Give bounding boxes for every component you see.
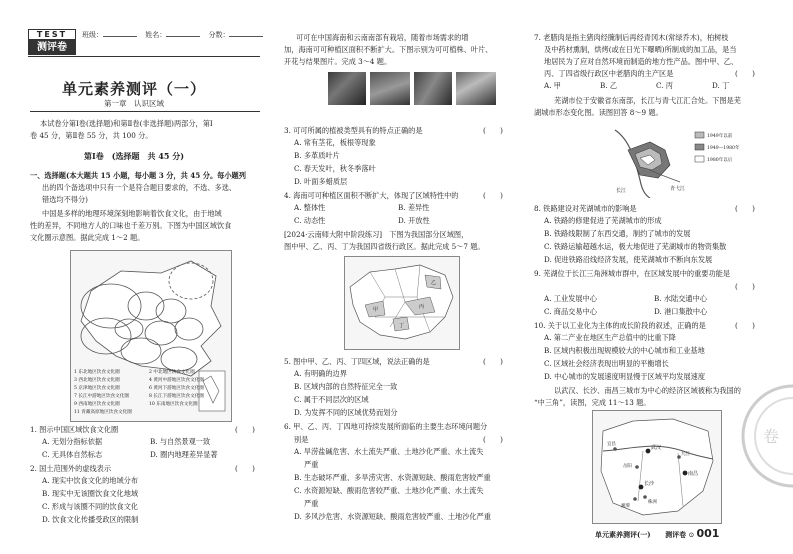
choice-d[interactable]: D. 圈内地理差异显著 (150, 450, 218, 459)
choice-c[interactable]: C. 商品交易中心 (544, 307, 597, 316)
question-8: 8. 铁路建设对芜湖城市的影响是 (534, 204, 637, 213)
city-dot (613, 447, 617, 451)
answer-bracket[interactable]: ( ) (483, 126, 503, 135)
choice-b[interactable]: B. 铁路线限制了东西交通，制约了城市的发展 (544, 229, 691, 238)
seal-text: 卷 (763, 427, 780, 446)
circle-icon: ⊙ (688, 531, 695, 539)
publisher-seal (735, 380, 793, 492)
choice-d[interactable]: D. 多风沙危害、水资源短缺、酸雨危害较严重、土地沙化严重 (294, 512, 491, 521)
choice-b[interactable]: B. 差异性 (398, 203, 430, 212)
header-fields (82, 30, 269, 40)
cocoa-plant-photo (328, 72, 366, 105)
footer-kind: 测评卷 (665, 530, 687, 539)
wuhu-map (610, 120, 740, 198)
answer-bracket[interactable]: ( ) (735, 69, 755, 78)
wuhu-map-graphic (610, 120, 740, 198)
legend-item: 11 青藏高原地区饮食文化圈 (74, 410, 132, 415)
name-field[interactable] (166, 36, 200, 37)
name-label: 姓名： (145, 31, 167, 39)
header-rule (28, 56, 260, 57)
section-heading: 第Ⅰ卷 (选择题 共 45 分) (83, 151, 184, 161)
choice-d[interactable]: D. 叶面多蜡质层 (294, 177, 348, 186)
score-label: 分数： (208, 31, 230, 39)
choice-c[interactable]: C. 铁路运输超越水运，极大地促进了芜湖城市的物资集散 (544, 242, 727, 251)
choice-a[interactable]: A. 无划分指标依据 (42, 437, 103, 446)
choice-a[interactable]: A. 现实中饮食文化的地域分布 (42, 476, 139, 485)
legend-item: 1 东北地区饮食文化圈 (74, 370, 120, 375)
choice-b[interactable]: B. 乙 (600, 81, 618, 90)
choice-b[interactable]: B. 生态破坏严重、多旱涝灾害、水资源短缺、酸雨危害较严重 (294, 473, 491, 482)
legend-item: 3 西北地区饮食文化圈 (74, 378, 120, 383)
middle-triangle-map-graphic (593, 411, 721, 523)
stem-text: 以武汉、长沙、南昌三城市为中心的经济区域被称为我国的 (554, 386, 741, 395)
question-6-cont: 别是 (294, 435, 309, 444)
map-label: 丙 (419, 304, 425, 310)
choice-c[interactable]: C. 无具体自然标志 (42, 450, 103, 459)
part-text: 错选均不得分) (42, 195, 88, 204)
question-7-cont: 地居民为了应对自然环境而制造的地方性产品。图中甲、乙、 (544, 57, 739, 66)
answer-bracket[interactable]: ( ) (483, 191, 503, 200)
legend-item: 7 长江中游地区饮食文化圈 (74, 394, 129, 399)
stem-text: 加，海南可可种植区面积不断扩大。下图示别为可可植株、叶片、 (284, 45, 493, 54)
city-label: 长沙 (644, 481, 655, 487)
stem-text: 湖城市形态变化图。读图回答 8～9 题。 (534, 108, 663, 117)
choice-b[interactable]: B. 现实中无该圈饮食文化地域 (42, 489, 139, 498)
choice-a[interactable]: A. 工业发展中心 (544, 294, 597, 303)
question-5: 5. 图中甲、乙、丙、丁四区域，说法正确的是 (284, 357, 430, 366)
stem-text: 文化圈示意图。据此完成 1～2 题。 (30, 233, 145, 242)
footer-label: 单元素养测评(一) (595, 530, 651, 539)
column-middle (268, 0, 530, 554)
choice-d[interactable]: D. 饮食文化传播受政区的限制 (42, 515, 139, 524)
answer-bracket[interactable]: ( ) (483, 435, 503, 444)
question-1: 1. 图示中国区域饮食文化圈 (30, 425, 119, 434)
choice-d[interactable]: D. 丁 (712, 81, 730, 90)
legend-item: 1949—1980年 (707, 146, 740, 151)
choice-a[interactable]: A. 有明确的边界 (294, 369, 347, 378)
city-label: 宜昌 (607, 442, 616, 447)
choice-b[interactable]: B. 与自然景观一致 (150, 437, 211, 446)
choice-c[interactable]: C. 区域社会经济表现出明显的平衡增长 (544, 359, 669, 368)
legend-item: 9 西南地区饮食文化圈 (74, 402, 120, 407)
question-7-cont: 丙、丁四省级行政区中老腊肉的主产区是 (544, 69, 674, 78)
answer-bracket[interactable]: ( ) (735, 204, 755, 213)
choice-c[interactable]: C. 春天发叶，秋冬季落叶 (294, 164, 376, 173)
score-field[interactable] (229, 36, 263, 37)
choice-b[interactable]: B. 区域内部的自然特征完全一致 (294, 382, 398, 391)
question-3: 3. 可可所属的植被类型具有的特点正确的是 (284, 126, 423, 135)
stem-text: 图中甲、乙、丙、丁为我国四省级行政区。据此完成 5～7 题。 (284, 242, 485, 251)
middle-triangle-map (592, 410, 722, 524)
question-4: 4. 海南可可种植区面积不断扩大，体现了区域特性中的 (284, 191, 459, 200)
question-7-cont: 及中药材熏制，烘烤(或在日光下曝晒)所制成的加工品，是当 (544, 45, 737, 54)
choice-a-cont: 严重 (304, 460, 319, 469)
map-label: 甲 (373, 307, 379, 313)
question-9: 9. 芜湖位于长江三角洲城市群中，在区域发展中的重要功能是 (534, 269, 731, 278)
class-field[interactable] (103, 36, 137, 37)
cocoa-fruit-photo (456, 72, 496, 105)
subtitle-rule (30, 111, 260, 112)
page-subtitle: 第一章 认识区域 (104, 99, 164, 108)
logo-bottom-text: 测评卷 (28, 40, 76, 55)
legend-item: 2 中北地区饮食文化圈 (149, 370, 195, 375)
question-6: 6. 甲、乙、丙、丁四地可持续发展所面临的主要生态环境问题分 (284, 422, 488, 431)
city-dot (635, 465, 639, 469)
class-label: 班级： (82, 31, 103, 39)
choice-d[interactable]: D. 开放性 (398, 216, 430, 225)
stem-text: “中三角”，读图，完成 11～13 题。 (534, 398, 651, 407)
choice-a[interactable]: A. 旱涝盐碱危害、水土流失严重、土地沙化严重、水土流失 (294, 447, 484, 456)
city-label: 武汉 (651, 445, 662, 451)
map-label: 丁 (399, 323, 405, 329)
logo-top-text: TEST (28, 29, 76, 40)
river-label: 青弋江 (670, 186, 686, 192)
stem-text: 开花与结果图片。完成 3～4 题。 (284, 57, 392, 66)
choice-c[interactable]: C. 水资源短缺、酸雨危害较严重、土地沙化严重、水土流失 (294, 486, 484, 495)
province-map-graphic (345, 257, 459, 349)
city-label: 株洲 (648, 500, 657, 505)
city-dot (639, 485, 644, 490)
city-label: 湘潭 (621, 504, 630, 509)
choice-a[interactable]: A. 第二产业在地区生产总值中的比重下降 (544, 333, 676, 342)
cocoa-leaf-photo (370, 72, 410, 105)
choice-c[interactable]: C. 属于不同层次的区域 (294, 395, 369, 404)
legend-item: 10 东南地区饮食文化圈 (149, 402, 198, 407)
legend-item: 1949年以前 (707, 134, 733, 139)
cocoa-flower-photo (414, 72, 452, 105)
choice-c[interactable]: C. 形成与该圈不同的饮食文化 (42, 502, 139, 511)
part-text: 出的四个备选项中只有一个是符合题目要求的，不选、多选、 (42, 183, 237, 192)
legend-item: 6 黄河下游地区饮食文化圈 (149, 386, 204, 391)
stem-text: 中国是多样的地理环境深刻地影响着饮食文化，由于地域 (42, 209, 222, 218)
city-label: 九江 (681, 452, 690, 457)
map-legend (74, 369, 224, 417)
choice-b[interactable]: B. 区域内积极出现规模较大的中心城市和工业基地 (544, 346, 705, 355)
choice-d[interactable]: D. 为发挥不同的区域优势而划分 (294, 408, 398, 417)
legend-item: 8 长江下游地区饮食文化圈 (149, 394, 204, 399)
seal-graphic (735, 380, 793, 492)
intro-line: 本试卷分第Ⅰ卷(选择题)和第Ⅱ卷(非选择题)两部分，第Ⅰ (40, 119, 213, 128)
page-footer (595, 527, 719, 540)
page-title: 单元素养测评（一） (61, 80, 206, 98)
choice-a[interactable]: A. 铁路的修建促进了芜湖城市的形成 (544, 216, 662, 225)
choice-b[interactable]: B. 水陆交通中心 (654, 294, 707, 303)
stem-text: [2024·云南师大附中阶段练习] 下图为我国部分区域图， (284, 230, 469, 239)
city-dot (646, 449, 651, 454)
question-10: 10. 关于以工业化为主体的成长阶段的叙述，正确的是 (534, 321, 706, 330)
choice-d[interactable]: D. 促进铁路沿线经济发展，使芜湖城市不断向东发展 (544, 255, 713, 264)
city-dot (683, 471, 688, 476)
answer-bracket[interactable]: ( ) (735, 321, 755, 330)
river-label: 长江 (616, 188, 627, 194)
answer-bracket[interactable]: ( ) (235, 425, 255, 434)
question-2: 2. 国土范围外的虚线表示 (30, 464, 112, 473)
choice-c-cont: 严重 (304, 499, 319, 508)
city-label: 岳阳 (623, 464, 632, 469)
city-dot (643, 495, 647, 499)
answer-bracket[interactable]: ( ) (735, 282, 755, 291)
answer-bracket[interactable]: ( ) (483, 357, 503, 366)
choice-d[interactable]: D. 港口集散中心 (654, 307, 708, 316)
choice-c[interactable]: C. 丙 (656, 81, 673, 90)
choice-a[interactable]: A. 整体性 (294, 203, 326, 212)
city-dot (633, 497, 637, 501)
choice-b[interactable]: B. 多革质叶片 (294, 151, 340, 160)
province-map (344, 256, 460, 350)
stem-text: 芜湖市位于安徽省东南部，长江与青弋江汇合处。下图是芜 (554, 96, 741, 105)
choice-a[interactable]: A. 甲 (544, 81, 561, 90)
answer-bracket[interactable]: ( ) (235, 464, 255, 473)
city-label: 南昌 (688, 471, 699, 477)
stem-text: 可可在中国海南和云南南部有栽培，随着市场需求的增 (296, 33, 469, 42)
choice-a[interactable]: A. 常有茎花，板根等现象 (294, 138, 376, 147)
stem-text: 性的差异，不同地方人的口味也千差万别。下图为中国区域饮食 (30, 221, 232, 230)
page-number: 001 (696, 527, 720, 540)
legend-item: 1980年以后 (707, 158, 733, 163)
legend-item: 4 黄河中游地区饮食文化圈 (149, 378, 204, 383)
choice-d[interactable]: D. 中心城市的发展速度明显慢于区域平均发展速度 (544, 372, 706, 381)
question-7: 7. 老腊肉是指主猪肉经腌制后再经青冈木(常绿乔木)，柏树枝 (534, 33, 729, 42)
legend-item: 5 京津地区饮食文化圈 (74, 386, 120, 391)
part-heading: 一、选择题(本大题共 15 小题，每小题 3 分，共 45 分。每小题列 (30, 171, 246, 180)
intro-line: 卷 45 分，第Ⅱ卷 55 分，共 100 分。 (30, 131, 153, 140)
map-label: 乙 (431, 280, 437, 286)
test-logo (28, 29, 76, 56)
choice-c[interactable]: C. 动态性 (294, 216, 326, 225)
column-left (0, 0, 268, 554)
